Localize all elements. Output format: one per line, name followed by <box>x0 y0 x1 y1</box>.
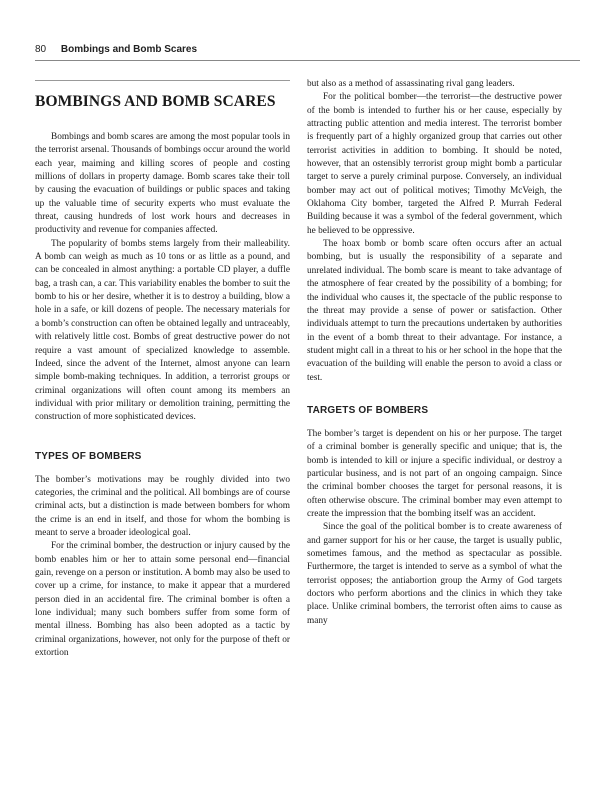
running-title: Bombings and Bomb Scares <box>60 44 198 55</box>
targets-paragraph-2: Since the goal of the political bomber is to create awareness of and garner support for his or her cause, the target is usually public, sometimes famous, and the method as spectacular as possible. Furthermore, the target is intended to serve as a symbol of what the terrorist opposes; the antiabortion group the Army of God targets doctors who perform abortions and the clinics in which they take place. Unlike criminal bombers, the terrorist often aims to cause as many <box>307 522 562 626</box>
intro-paragraph-2: The popularity of bombs stems largely from their malleability. A bomb can weigh as much as 10 tons or as little as a pound, and can be concealed in almost anything: a portable CD player, a duffle bag, a trash can, a car. This variability enables the bomber to suit the bomb to his or her desire, whether it is to destroy a building, blow a hole in a safe, or kill dozens of people. The necessary materials for a bomb’s construction can often be obtained legally and untraceably, with relatively little cost. Bombs of great destructive power do not require a vast amount of specialized knowledge to assemble. Indeed, since the advent of the Internet, almost anyone can learn simple bomb-making techniques. In addition, a terrorist groups or criminal organizations will often count among its members an individual with prior military or demolition training, permitting the construction of more sophisticated devices. <box>35 238 290 423</box>
types-paragraph-1: The bomber’s motivations may be roughly divided into two categories, the criminal and the political. All bombings are of course criminal acts, but a distinction is made between bombers for whom the crime is an end in itself, and those for whom the bombing is meant to serve a broader ideological goal. <box>35 474 290 538</box>
intro-paragraph-1: Bombings and bomb scares are among the most popular tools in the terrorist arsenal. Thousands of bombings occur around the world each year, maiming and killing scores of people and costing millions of dollars in property damage. Bomb scares take their toll by causing the evacuation of buildings or public spaces and taking up the valuable time of security experts who must evaluate the threat, causing hundreds of lost work hours and decreases in productivity and revenue for companies affected. <box>35 132 290 236</box>
left-column <box>35 78 290 660</box>
page-number: 80 <box>35 44 47 55</box>
types-paragraph-2: For the criminal bomber, the destruction or injury caused by the bomb enables him or her to attain some personal end—financial gain, revenge on a person or institution. A bomb may also be used to cover up a crime, for instance, to make it appear that a murdered person died in an accidental fire. The criminal bomber is often a lone individual; many such bombers suffer from some form of mental illness. Bombing has also been adopted as a tactic by criminal organizations, however, not only for the purpose of theft or extortion <box>35 541 290 659</box>
right-column <box>307 78 562 628</box>
title-rule <box>35 80 290 81</box>
continued-paragraph: but also as a method of assassinating rival gang leaders. <box>307 79 515 89</box>
article-title: BOMBINGS AND BOMB SCARES <box>35 93 276 110</box>
political-bomber-paragraph: For the political bomber—the terrorist—the destructive power of the bomb is intended to further his or her cause, especially by attracting public attention and media interest. The terrorist bomber is frequently part of a highly organized group that carries out other terrorist activities in addition to bombing. It should be noted, however, that an ostensibly terrorist group might bomb a particular target to serve a purely criminal purpose. Conversely, an individual bomber may act out of political motives; Timothy McVeigh, the Oklahoma City bomber, targeted the Alfred P. Murrah Federal Building because it was a symbol of the federal government, which he believed to be oppressive. <box>307 92 562 236</box>
types-of-bombers-heading: TYPES OF BOMBERS <box>35 450 142 462</box>
targets-of-bombers-heading: TARGETS OF BOMBERS <box>307 404 429 416</box>
hoax-bomb-paragraph: The hoax bomb or bomb scare often occurs after an actual bombing, but is usually the responsibility of a separate and unrelated individual. The bomb scare is meant to take advantage of the atmosphere of fear created by the possibility of a bombing; for the individual who causes it, the spectacle of the public response to the threat may provide a sense of power or satisfaction. Other individuals attempt to turn the precautions undertaken by authorities in the event of a bomb threat to their advantage. For instance, a student might call in a threat to his or her school in the hope that the evacuation of the building will enable the person to avoid a class or test. <box>307 239 562 383</box>
running-head <box>35 44 197 55</box>
targets-paragraph-1: The bomber’s target is dependent on his or her purpose. The target of a criminal bomber is generally specific and unique; that is, the bomb is intended to kill or injure a specific individual, or destroy a particular business, and is not part of an ongoing campaign. Since the criminal bomber chooses the target for personal reasons, it is often otherwise obscure. The criminal bomber may even attempt to create the impression that the bombing itself was an accident. <box>307 428 562 519</box>
header-rule <box>35 60 580 61</box>
